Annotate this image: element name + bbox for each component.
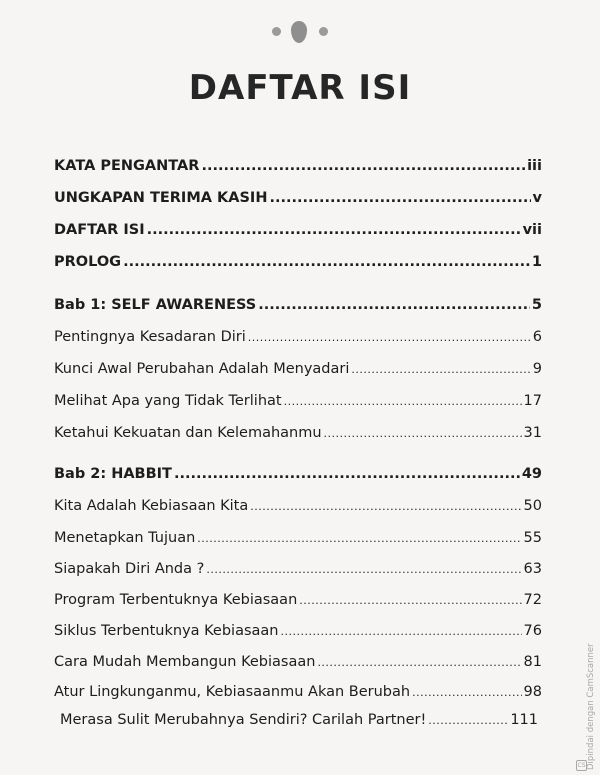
- dot-leader: [317, 654, 521, 670]
- toc-section-page: 111: [510, 712, 538, 728]
- toc-section-page: 76: [523, 623, 542, 639]
- toc-chapter-2: [54, 466, 542, 482]
- toc-entry-label: DAFTAR ISI: [54, 222, 145, 238]
- dot-leader: [250, 498, 521, 514]
- toc-section: [54, 393, 542, 409]
- toc-section-label: Menetapkan Tujuan: [54, 530, 196, 546]
- toc-section-page: 55: [523, 530, 542, 546]
- toc-section: [54, 684, 542, 700]
- scanner-watermark: [574, 620, 596, 770]
- toc-chapter-page: 49: [521, 466, 542, 482]
- toc-section-label: Siklus Terbentuknya Kebiasaan: [54, 623, 279, 639]
- toc-entry-daftar-isi: [54, 222, 542, 238]
- toc-entry-page: 1: [531, 254, 542, 270]
- toc-entry-label: UNGKAPAN TERIMA KASIH: [54, 190, 268, 206]
- toc-section: [54, 329, 542, 345]
- toc-entry-page: v: [532, 190, 542, 206]
- toc-section-label: Melihat Apa yang Tidak Terlihat: [54, 393, 282, 409]
- toc-section: [54, 592, 542, 608]
- dot-leader: [299, 592, 521, 608]
- dot-leader: [123, 254, 530, 270]
- toc-section-label: Ketahui Kekuatan dan Kelemahanmu: [54, 425, 322, 441]
- toc-section-page: 63: [523, 561, 542, 577]
- dot-leader: [147, 222, 521, 238]
- toc-section-label: Cara Mudah Membangun Kebiasaan: [54, 654, 316, 670]
- toc-entry-label: PROLOG: [54, 254, 122, 270]
- toc-chapter-label: Bab 2: HABBIT: [54, 466, 172, 482]
- dot-leader: [428, 712, 508, 728]
- toc-section-page: 9: [532, 361, 542, 377]
- camscanner-icon: CS: [577, 762, 586, 769]
- dot-leader: [197, 530, 521, 546]
- dot-leader: [324, 425, 522, 441]
- toc-section-label: Pentingnya Kesadaran Diri: [54, 329, 246, 345]
- dot-leader: [284, 393, 522, 409]
- toc-section-page: 50: [523, 498, 542, 514]
- dot-leader: [201, 158, 525, 174]
- dot-leader: [412, 684, 521, 700]
- toc-chapter-label: Bab 1: SELF AWARENESS: [54, 297, 257, 313]
- toc-section: [54, 561, 542, 577]
- toc-section-page: 6: [532, 329, 542, 345]
- toc-section-label: Program Terbentuknya Kebiasaan: [54, 592, 298, 608]
- toc-section-page: 17: [523, 393, 542, 409]
- toc-chapter-page: 5: [531, 297, 542, 313]
- toc-section-page: 98: [523, 684, 542, 700]
- toc-section: [54, 425, 542, 441]
- toc-section-label: Merasa Sulit Merubahnya Sendiri? Carilah Partner!: [60, 712, 427, 728]
- toc-entry-page: iii: [527, 158, 542, 174]
- toc-section: [54, 623, 542, 639]
- dot-leader: [280, 623, 521, 639]
- toc-entry-kata-pengantar: [54, 158, 542, 174]
- toc-entry-ungkapan-terima-kasih: [54, 190, 542, 206]
- toc-section-page: 72: [523, 592, 542, 608]
- dot-leader: [351, 361, 530, 377]
- toc-section-label: Siapakah Diri Anda ?: [54, 561, 205, 577]
- toc-chapter-1: [54, 297, 542, 313]
- dot-leader: [269, 190, 530, 206]
- toc-section: [54, 498, 542, 514]
- toc-entry-prolog: [54, 254, 542, 270]
- toc-entry-page: vii: [522, 222, 542, 238]
- toc-section-label: Kunci Awal Perubahan Adalah Menyadari: [54, 361, 350, 377]
- page-title: DAFTAR ISI: [188, 68, 412, 108]
- toc-section: [54, 361, 542, 377]
- dot-leader: [206, 561, 521, 577]
- toc-section-page: 31: [523, 425, 542, 441]
- toc-section-label: Kita Adalah Kebiasaan Kita: [54, 498, 249, 514]
- dot-leader: [248, 329, 531, 345]
- dot-leader: [174, 466, 520, 482]
- toc-section-label: Atur Lingkunganmu, Kebiasaanmu Akan Berubah: [54, 684, 411, 700]
- toc-section: [54, 530, 542, 546]
- toc-section: [60, 712, 538, 728]
- dot-leader: [258, 297, 530, 313]
- watermark-text: Dipindai dengan CamScanner: [586, 643, 596, 770]
- toc-section-page: 81: [523, 654, 542, 670]
- toc-entry-label: KATA PENGANTAR: [54, 158, 200, 174]
- toc-section: [54, 654, 542, 670]
